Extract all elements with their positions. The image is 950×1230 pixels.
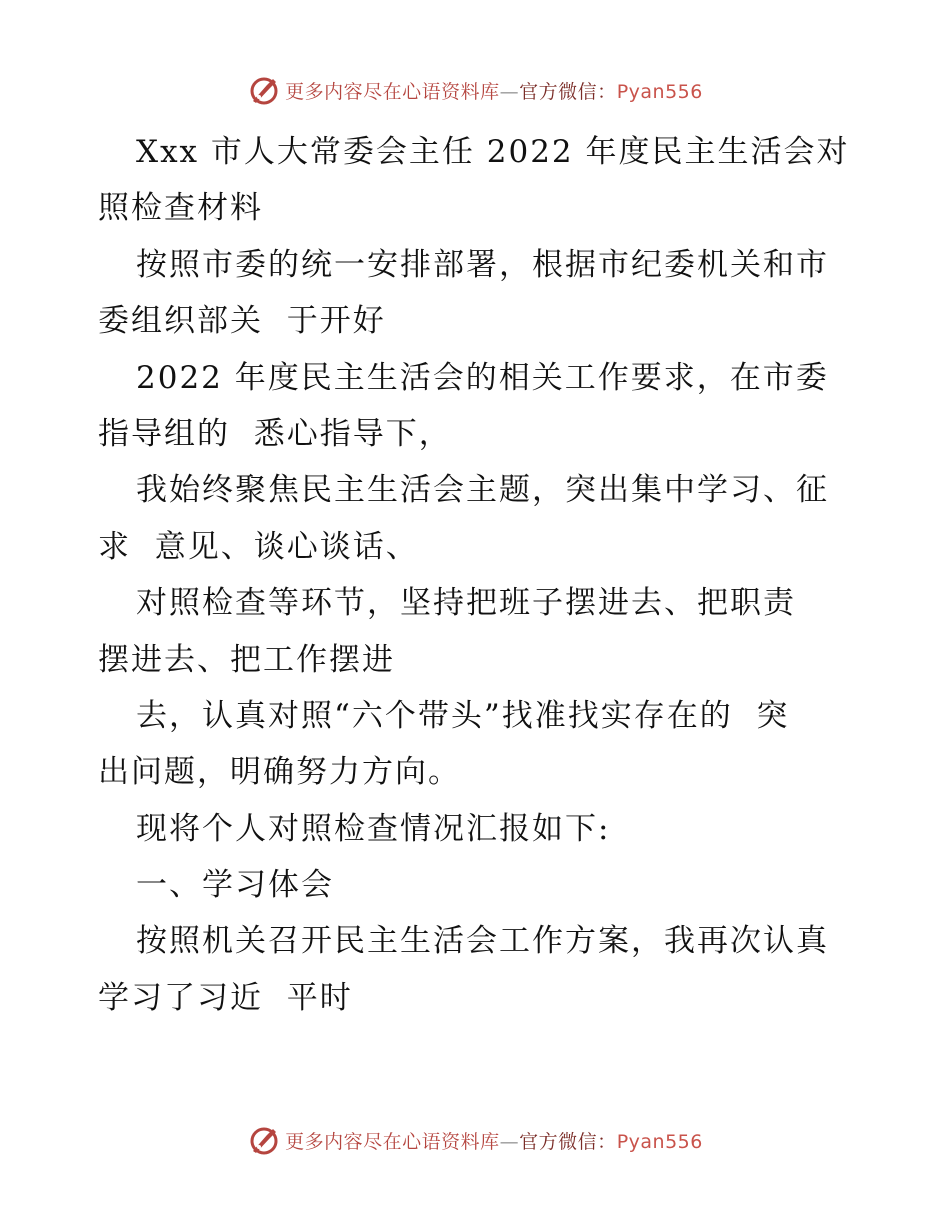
section-heading: 一、学习体会: [136, 867, 334, 904]
watermark-text: [285, 1127, 703, 1154]
title-line-1: Xxx 市人大常委会主任 2022 年度民主生活会对: [136, 134, 850, 170]
paragraph-line: 出问题，明确努力方向。: [98, 754, 461, 791]
watermark-main: 更多内容尽在心语资料库: [285, 80, 500, 103]
pen-nib-icon: [247, 1123, 281, 1157]
header-watermark-banner: [0, 70, 950, 110]
watermark-sub: 官方微信：: [519, 80, 617, 103]
paragraph-line: 摆进去、把工作摆进: [98, 641, 395, 678]
paragraph-line: 我始终聚焦民主生活会主题，突出集中学习、征: [136, 472, 829, 509]
footer-watermark-banner: [0, 1120, 950, 1160]
paragraph-line: 指导组的 悉心指导下，: [98, 415, 452, 452]
watermark-text: [285, 77, 703, 104]
paragraph-line: 按照机关召开民主生活会工作方案，我再次认真: [136, 923, 829, 960]
document-body: [98, 124, 858, 1026]
watermark-sub: 官方微信：: [519, 1130, 617, 1153]
paragraph-line: 按照市委的统一安排部署，根据市纪委机关和市: [136, 246, 829, 283]
watermark-wechat-id: Pyan556: [616, 1130, 703, 1153]
watermark-dash: —: [499, 80, 520, 103]
paragraph-line: 学习了习近 平时: [98, 979, 353, 1016]
watermark-wechat-id: Pyan556: [616, 80, 703, 103]
paragraph-line: 2022 年度民主生活会的相关工作要求，在市委: [136, 359, 829, 396]
pen-nib-icon: [247, 73, 281, 107]
paragraph-line: 去，认真对照“六个带头”找准找实存在的 突: [136, 697, 790, 734]
paragraph-line: 求 意见、谈心谈话、: [98, 528, 419, 565]
paragraph-line: 现将个人对照检查情况汇报如下:: [136, 810, 611, 847]
watermark-main: 更多内容尽在心语资料库: [285, 1130, 500, 1153]
title-line-2: 照检查材料: [98, 190, 263, 227]
watermark-dash: —: [499, 1130, 520, 1153]
paragraph-line: 委组织部关 于开好: [98, 303, 386, 340]
paragraph-line: 对照检查等环节，坚持把班子摆进去、把职责: [136, 585, 796, 622]
